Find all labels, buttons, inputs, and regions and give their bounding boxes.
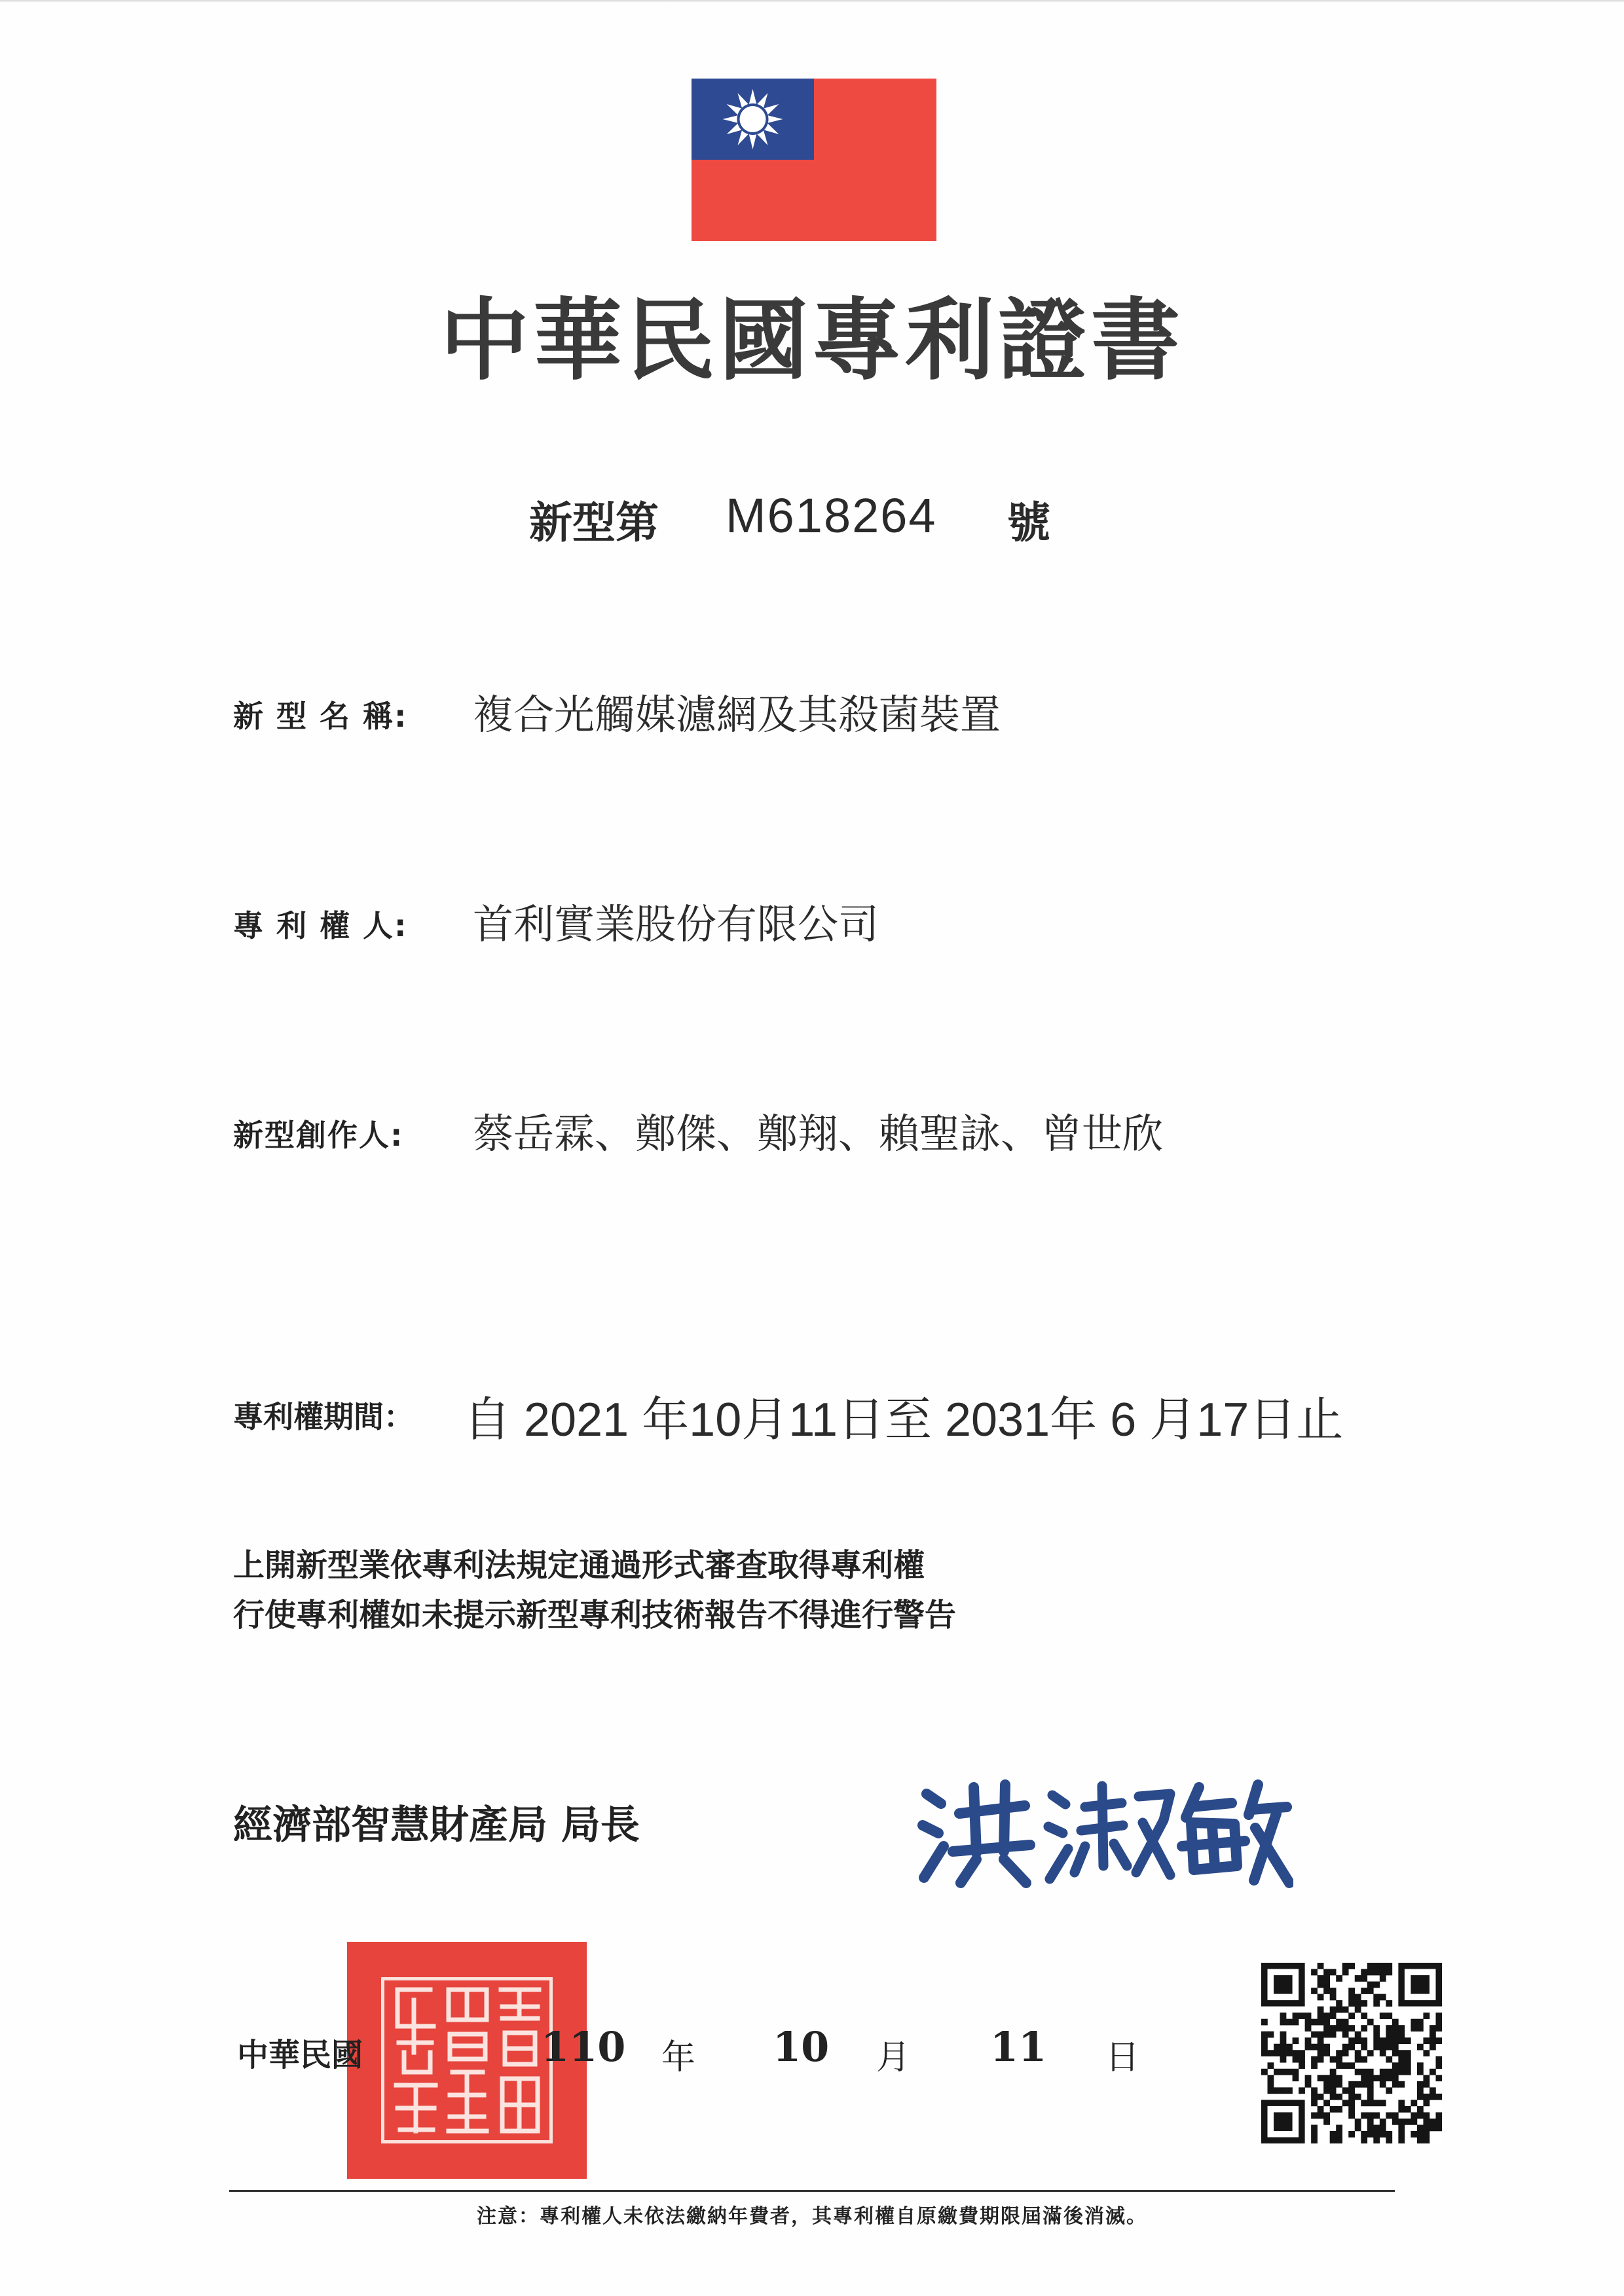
seal-border	[381, 1977, 553, 2143]
scan-edge	[0, 0, 1624, 3]
footer-rule	[229, 2190, 1395, 2192]
patentee-value: 首利實業股份有限公司	[473, 900, 879, 948]
patent-term-value: 自 2021 年10月11日至 2031年 6 月17日止	[464, 1394, 1344, 1446]
patent-number-suffix: 號	[1007, 497, 1050, 548]
creators-label: 新型創作人:	[233, 1118, 404, 1153]
issue-date-month: 10	[773, 2023, 830, 2071]
patent-number-line	[0, 488, 1624, 547]
issue-date-year: 110	[541, 2023, 626, 2071]
utility-model-name-label: 新 型 名 稱:	[233, 699, 408, 734]
footer-note: 注意：專利權人未依法繳納年費者，其專利權自原繳費期限屆滿後消滅。	[477, 2205, 1147, 2228]
issue-date-month-unit: 月	[876, 2038, 911, 2077]
patent-term-label: 專利權期間：	[233, 1399, 414, 1434]
qr-code-icon	[1261, 1963, 1442, 2143]
certificate-title: 中華民國專利證書	[440, 288, 1184, 393]
qr-code[interactable]	[1261, 1963, 1442, 2143]
patent-number-prefix: 新型第	[529, 497, 659, 548]
white-sun-icon	[692, 79, 814, 160]
national-flag	[692, 79, 936, 241]
issue-date-year-unit: 年	[661, 2038, 696, 2077]
director-signature	[913, 1768, 1293, 1892]
flag-canton	[692, 79, 814, 160]
creators-value: 蔡岳霖、鄭傑、鄭翔、賴聖詠、曾世欣	[473, 1110, 1164, 1157]
note-line-2: 行使專利權如未提示新型專利技術報告不得進行警告	[233, 1597, 957, 1633]
issue-date-day-unit: 日	[1105, 2038, 1140, 2077]
patent-number: M618264	[726, 488, 937, 543]
issue-date-era: 中華民國	[237, 2037, 363, 2073]
issuing-authority: 經濟部智慧財產局 局長	[233, 1802, 640, 1848]
note-line-1: 上開新型業依專利法規定通過形式審查取得專利權	[233, 1547, 925, 1584]
patentee-label: 專 利 權 人:	[233, 908, 408, 943]
issue-date-day: 11	[990, 2023, 1047, 2071]
utility-model-name-value: 複合光觸媒濾網及其殺菌裝置	[473, 691, 1001, 738]
